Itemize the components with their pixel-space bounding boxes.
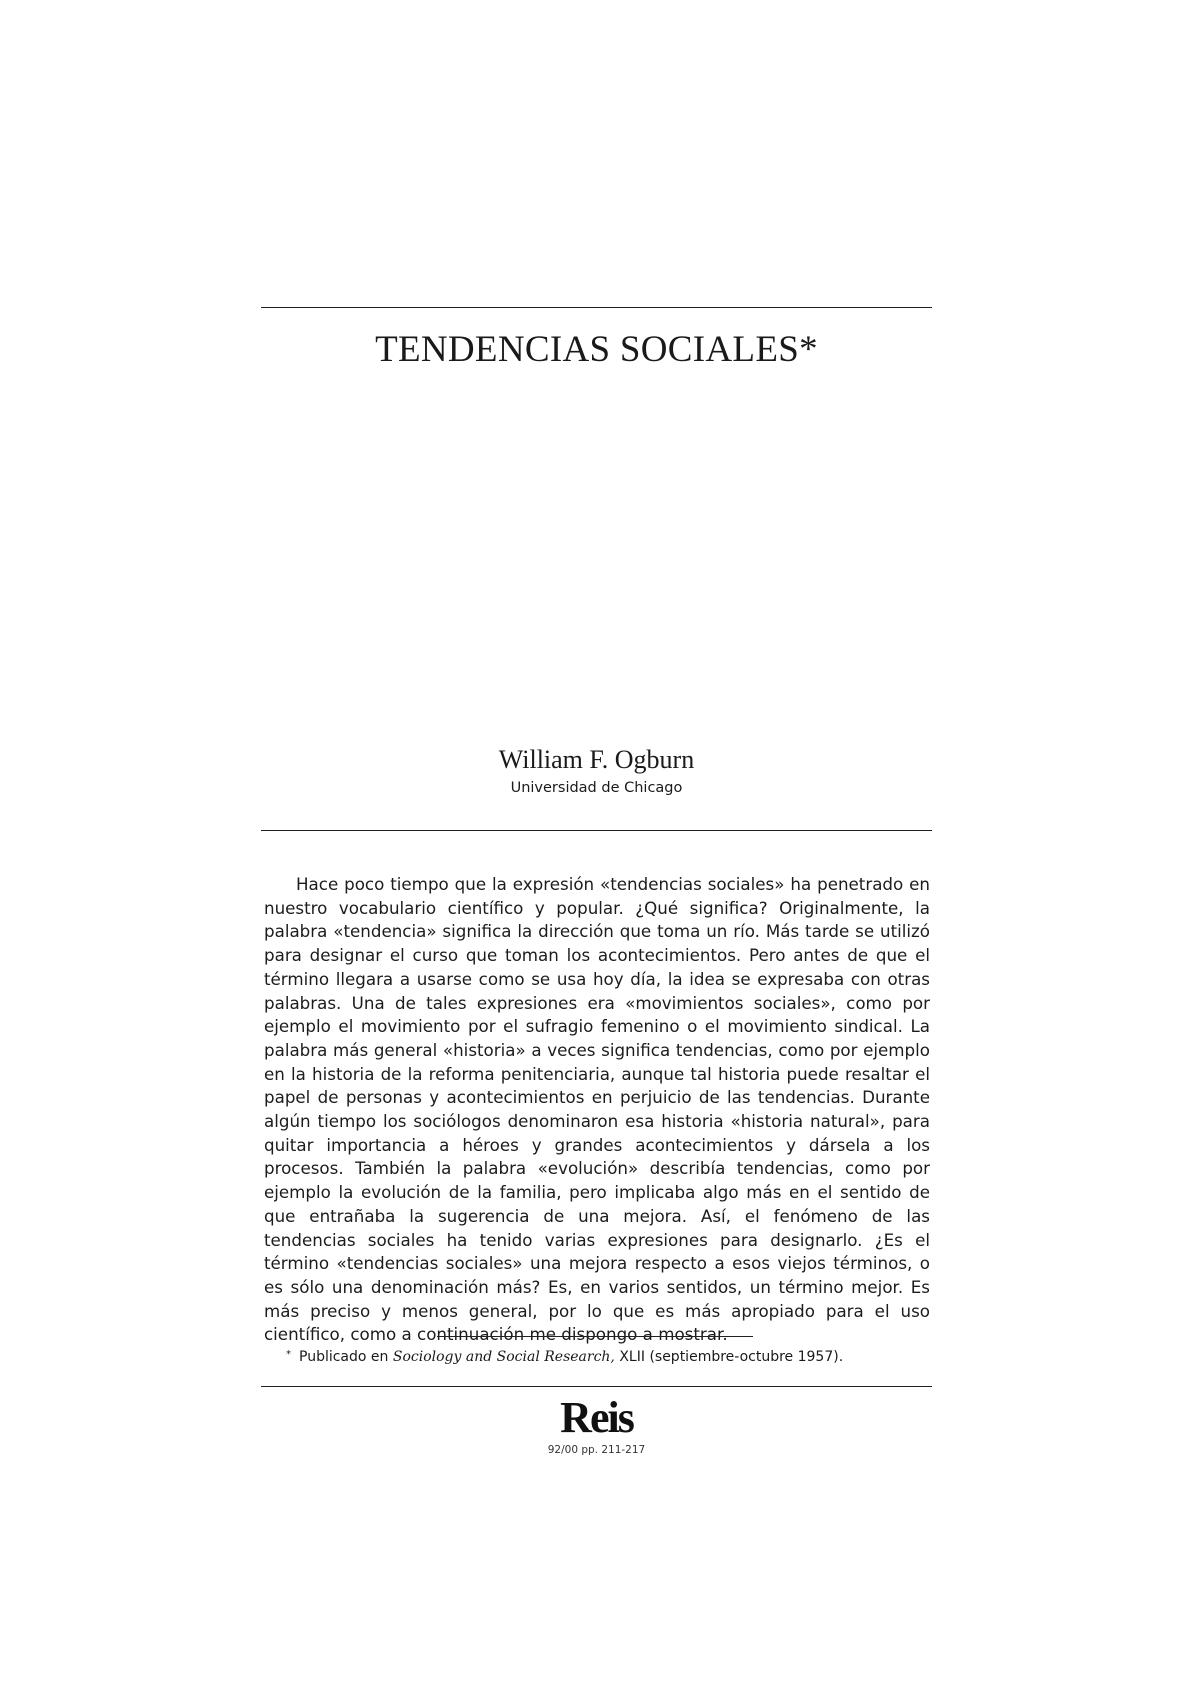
body-paragraph: Hace poco tiempo que la expresión «tendencias sociales» ha penetrado en nuestro vocabulario científico y popular. ¿Qué significa? Originalmente, la palabra «tendencia» significa la dirección que toma un río. Más tarde se utilizó para designar el curso que toman los acontecimientos. Pero antes de que el término llegara a usarse como se usa hoy día, la idea se expresaba con otras palabras. Una de tales expresiones era «movimientos sociales», como por ejemplo el movimiento por el sufragio femenino o el movimiento sindical. La palabra más general «historia» a veces significa tendencias, como por ejemplo en la historia de la reforma penitenciaria, aunque tal historia puede resaltar el papel de personas y acontecimientos en perjuicio de las tendencias. Durante algún tiempo los sociólogos denominaron esa historia «historia natural», para quitar importancia a héroes y grandes acontecimientos y dársela a los procesos. También la palabra «evolución» describía tendencias, como por ejemplo la evolución de la familia, pero implicaba algo más en el sentido de que entrañaba la sugerencia de una mejora. Así, el fenómeno de las tendencias sociales ha tenido varias expresiones para designarlo. ¿Es el término «tendencias sociales» una mejora respecto a esos viejos términos, o es sólo una denominación más? Es, en varios sentidos, un término mejor. Es más preciso y menos general, por lo que es más apropiado para el uso científico, como a continuación me dispongo a mostrar. bbox=[264, 874, 930, 1345]
footer-rule bbox=[261, 1386, 932, 1387]
footnote-rule bbox=[437, 1336, 753, 1337]
header-rule bbox=[261, 830, 932, 831]
author-name: William F. Ogburn bbox=[498, 745, 695, 774]
footnote-prefix: Publicado en bbox=[299, 1349, 393, 1365]
top-rule bbox=[261, 307, 932, 308]
footnote bbox=[286, 1349, 936, 1365]
article-title: TENDENCIAS SOCIALES* bbox=[375, 329, 818, 370]
footnote-journal: Sociology and Social Research, bbox=[392, 1349, 615, 1365]
footnote-suffix: XLII (septiembre-octubre 1957). bbox=[614, 1349, 844, 1365]
page-range: 92/00 pp. 211-217 bbox=[547, 1444, 646, 1456]
footnote-mark: * bbox=[286, 1349, 291, 1360]
journal-logo: Reis bbox=[560, 1393, 633, 1442]
author-affiliation: Universidad de Chicago bbox=[510, 780, 683, 796]
